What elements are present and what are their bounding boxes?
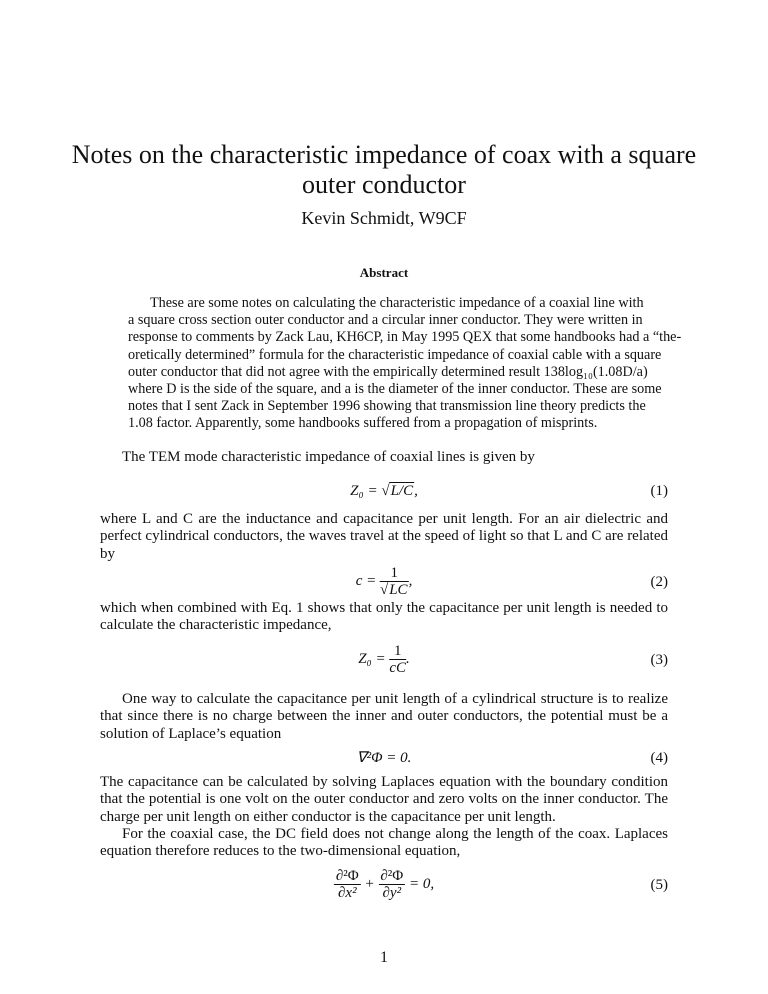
eq5-denominator-2: ∂y² [382,885,402,901]
equation-number: (3) [650,652,668,668]
abstract-body [128,295,682,433]
text-line: that since there is no charge between the inner and outer conductors, the potential must be a [100,708,668,725]
paragraph-2 [100,511,668,563]
eq3-denominator: cC [389,660,407,676]
text-line: a square cross section outer conductor and a circular inner conductor. They were written in [128,312,643,329]
text-line: where D is the side of the square, and a is the diameter of the inner conductor. These are some [128,380,662,397]
equation-number: (5) [650,877,668,893]
text-line: which when combined with Eq. 1 shows that only the capacitance per unit length is needed to [100,600,668,616]
eq2-lhs: c = [355,572,380,589]
equation-number: (4) [650,750,668,766]
eq3-lhs: Z₀ = [358,650,390,667]
paragraph-3 [100,600,668,635]
paragraph-1 [100,449,668,466]
text-line: One way to calculate the capacitance per unit length of a cylindrical structure is to realize [122,691,668,707]
paragraph-5 [100,774,668,860]
equation-number: (1) [650,483,668,499]
text-line: 1.08 factor. Apparently, some handbooks suffered from a propagation of misprints. [128,415,598,432]
eq2-numerator: 1 [380,565,409,582]
title-line: outer conductor [302,170,466,199]
paper-title [0,140,768,200]
paragraph-4 [100,691,668,743]
text-line: outer conductor that did not agree with the empirically determined result 138log₁₀(1.08D/a) [128,363,648,380]
text-line: charge per unit length on either conductor is the capacitance per unit length. [100,808,556,825]
text-line: that the potential is one volt on the outer conductor and zero volts on the inner conductor. The [100,791,668,808]
eq3-numerator: 1 [389,643,406,660]
text-line: The TEM mode characteristic impedance of coaxial lines is given by [122,449,535,465]
text-line: notes that I sent Zack in September 1996 showing that transmission line theory predicts the [128,398,646,415]
eq1-sqrt: L/C [390,483,414,499]
eq1-lhs: Z₀ = [350,483,382,499]
eq1-tail: , [414,483,418,499]
text-line: equation therefore reduces to the two-dimensional equation, [100,843,461,860]
equation-2: c = $\frac{1}{√LC}$ , (2) [355,565,668,598]
text-line: oretically determined” formula for the characteristic impedance of coaxial cable with a square [128,346,662,363]
eq5-tail: = 0, [405,875,435,892]
text-line: These are some notes on calculating the characteristic impedance of a coaxial line with [150,295,644,311]
eq5-numerator-1: ∂²Φ [335,868,359,884]
eq4-body: ∇²Φ = 0. [356,750,412,766]
author: Kevin Schmidt, W9CF [301,208,467,228]
text-line: solution of Laplace’s equation [100,725,282,742]
equation-4 [100,748,668,768]
equation-5 [100,868,668,901]
text-line: The capacitance can be calculated by solving Laplaces equation with the boundary condition [100,774,668,790]
eq2-denominator: LC [389,582,408,598]
text-line: calculate the characteristic impedance, [100,617,332,634]
eq3-tail: . [406,650,410,667]
text-line: by [100,545,115,562]
page-number: 1 [380,949,388,966]
title-line: Notes on the characteristic impedance of coax with a square [71,140,697,169]
equation-number: (2) [650,574,668,590]
text-line: response to comments by Zack Lau, KH6CP, in May 1995 QEX that some handbooks had a “the- [128,329,682,346]
equation-1: Z₀ = √L/C, (1) [350,483,668,499]
abstract-heading: Abstract [359,265,409,280]
text-line: where L and C are the inductance and capacitance per unit length. For an air dielectric and [100,511,668,527]
eq5-denominator-1: ∂x² [338,885,357,901]
eq5-numerator-2: ∂²Φ [380,868,404,884]
eq2-tail: , [408,572,413,589]
equation-3 [100,643,668,676]
eq5-plus: + [360,875,379,892]
text-line: For the coaxial case, the DC field does not change along the length of the coax. Laplaces [122,825,668,842]
text-line: perfect cylindrical conductors, the waves travel at the speed of light so that L and C are related [100,528,668,545]
